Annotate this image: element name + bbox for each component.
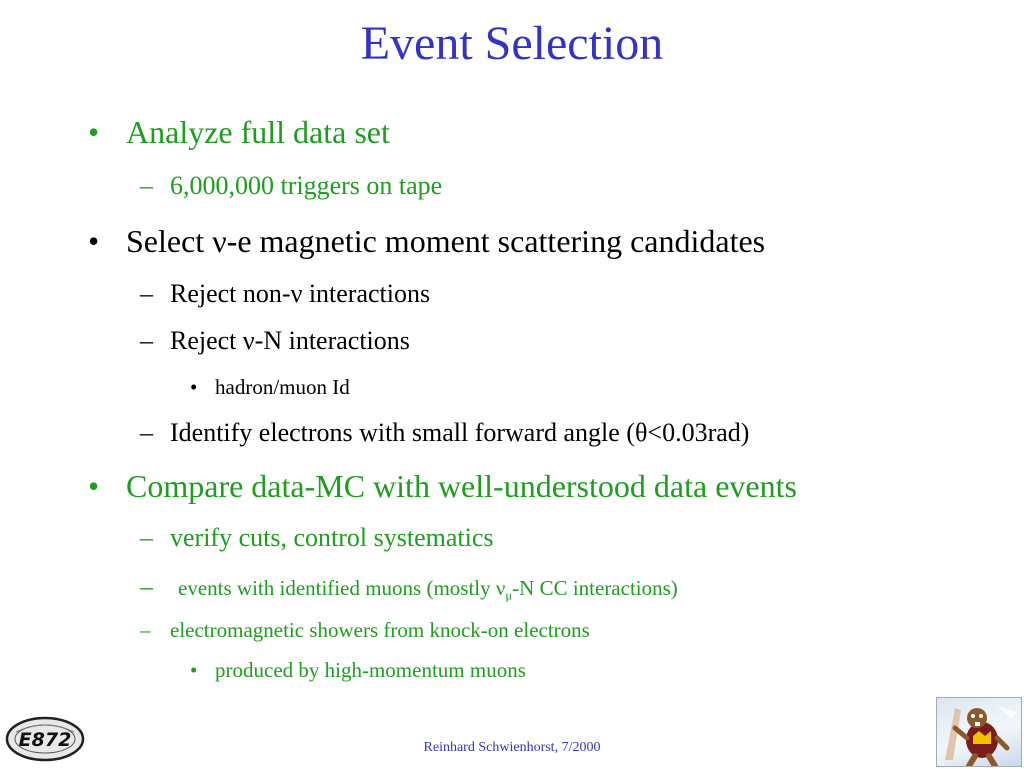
sub-item-text: Reject non-ν interactions — [170, 279, 431, 308]
bullet-marker: • — [190, 658, 198, 682]
gopher-mascot-icon — [936, 697, 1022, 767]
bullet-marker: • — [190, 375, 198, 399]
sub-item-text-after: -N CC interactions) — [512, 576, 678, 600]
bullet-text: Select ν-e magnetic moment scattering candidates — [126, 223, 766, 259]
bullet-text: Compare data-MC with well-understood data events — [126, 468, 797, 504]
e872-logo-icon — [4, 714, 86, 764]
bullet-text: Analyze full data set — [126, 114, 390, 150]
sub-item-text — [178, 576, 678, 603]
sub-sub-item-text: produced by high-momentum muons — [215, 658, 526, 682]
slide-title: Event Selection — [360, 17, 664, 70]
bullet-marker: • — [88, 223, 100, 259]
dash-marker: – — [140, 618, 151, 642]
sub-item-text: 6,000,000 triggers on tape — [170, 171, 443, 200]
sub-item-text: verify cuts, control systematics — [170, 523, 494, 552]
muon-subscript: μ — [505, 588, 513, 603]
dash-marker: – — [140, 523, 153, 552]
bullet-marker: • — [88, 114, 100, 150]
dash-marker: – — [140, 279, 153, 308]
dash-marker: – — [140, 171, 153, 200]
sub-item-text: electromagnetic showers from knock-on electrons — [170, 618, 590, 642]
e872-logo-text: E872 — [18, 729, 72, 751]
sub-item-text: Identify electrons with small forward angle (θ<0.03rad) — [170, 418, 750, 447]
sub-item-text-before: events with identified muons (mostly ν — [178, 576, 506, 600]
bullet-marker: • — [88, 468, 100, 504]
dash-marker: – — [140, 572, 153, 601]
sub-item-text: Reject ν-N interactions — [170, 326, 410, 355]
dash-marker: – — [140, 418, 153, 447]
sub-sub-item-text: hadron/muon Id — [215, 375, 350, 399]
dash-marker: – — [140, 326, 153, 355]
slide-footer: Reinhard Schwienhorst, 7/2000 — [423, 740, 601, 755]
